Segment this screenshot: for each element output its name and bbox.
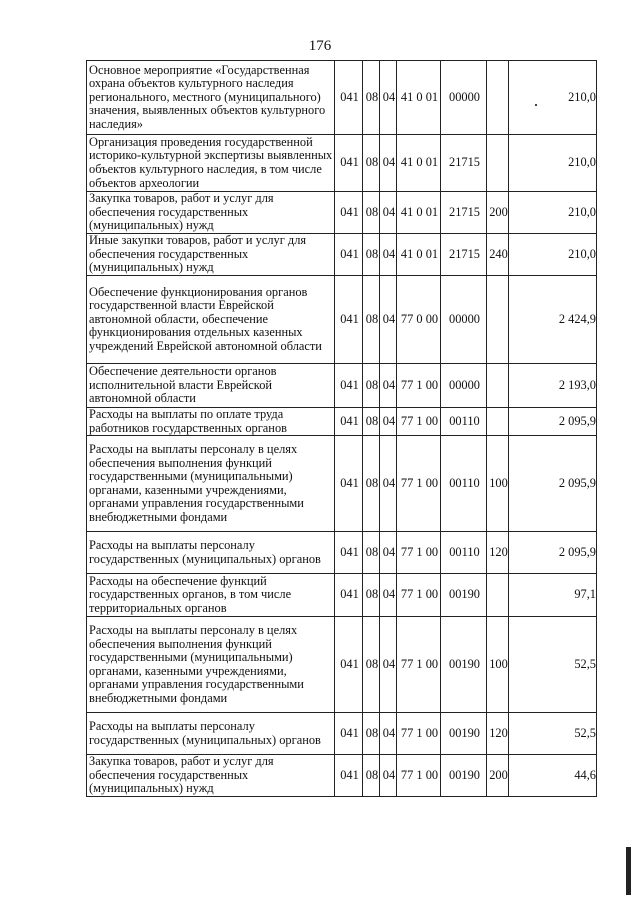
section-code: 08 xyxy=(363,276,380,364)
section-code: 08 xyxy=(363,234,380,276)
program-code: 41 0 01 xyxy=(397,234,441,276)
row-name: Обеспечение деятельности органов исполнительной власти Еврейской автономной области xyxy=(87,364,335,408)
table-row xyxy=(87,755,597,797)
row-name: Организация проведения государственной историко-культурной экспертизы выявленных объектов культурного наследия, в том числе объектов археологии xyxy=(87,135,335,192)
program-code: 77 1 00 xyxy=(397,617,441,713)
expense-type-code: 120 xyxy=(487,713,509,755)
section-code: 08 xyxy=(363,192,380,234)
subsection-code: 04 xyxy=(380,234,397,276)
admin-code: 041 xyxy=(335,617,363,713)
row-name: Расходы на выплаты персоналу государственных (муниципальных) органов xyxy=(87,532,335,574)
amount: 2 095,9 xyxy=(509,532,597,574)
table-row xyxy=(87,713,597,755)
expense-type-code xyxy=(487,61,509,135)
direction-code: 00190 xyxy=(441,617,487,713)
table-row xyxy=(87,192,597,234)
expense-type-code: 120 xyxy=(487,532,509,574)
section-code: 08 xyxy=(363,713,380,755)
subsection-code: 04 xyxy=(380,713,397,755)
direction-code: 00190 xyxy=(441,755,487,797)
subsection-code: 04 xyxy=(380,135,397,192)
program-code: 77 1 00 xyxy=(397,364,441,408)
section-code: 08 xyxy=(363,364,380,408)
admin-code: 041 xyxy=(335,234,363,276)
section-code: 08 xyxy=(363,61,380,135)
subsection-code: 04 xyxy=(380,192,397,234)
expense-type-code xyxy=(487,276,509,364)
program-code: 77 1 00 xyxy=(397,532,441,574)
program-code: 77 1 00 xyxy=(397,755,441,797)
row-name: Закупка товаров, работ и услуг для обеспечения государственных (муниципальных) нужд xyxy=(87,755,335,797)
table-row xyxy=(87,436,597,532)
section-code: 08 xyxy=(363,532,380,574)
row-name: Обеспечение функционирования органов государственной власти Еврейской автономной области, обеспечение функционирования отдельных казенных учреждений Еврейской автономной области xyxy=(87,276,335,364)
admin-code: 041 xyxy=(335,364,363,408)
expense-type-code xyxy=(487,574,509,617)
row-name: Расходы на выплаты персоналу в целях обеспечения выполнения функций государственными (муниципальными) органами, казенными учреждениями, органами управления государственными внебюджетными фондами xyxy=(87,617,335,713)
direction-code: 00000 xyxy=(441,364,487,408)
program-code: 41 0 01 xyxy=(397,61,441,135)
admin-code: 041 xyxy=(335,755,363,797)
section-code: 08 xyxy=(363,408,380,436)
admin-code: 041 xyxy=(335,408,363,436)
table-row xyxy=(87,276,597,364)
program-code: 77 1 00 xyxy=(397,436,441,532)
amount: 2 424,9 xyxy=(509,276,597,364)
scan-speck xyxy=(535,104,537,106)
direction-code: 00190 xyxy=(441,574,487,617)
table-row xyxy=(87,364,597,408)
row-name: Закупка товаров, работ и услуг для обеспечения государственных (муниципальных) нужд xyxy=(87,192,335,234)
amount: 210,0 xyxy=(509,135,597,192)
amount: 210,0 xyxy=(509,61,597,135)
subsection-code: 04 xyxy=(380,276,397,364)
admin-code: 041 xyxy=(335,61,363,135)
amount: 52,5 xyxy=(509,713,597,755)
table-row xyxy=(87,234,597,276)
amount: 2 193,0 xyxy=(509,364,597,408)
row-name: Расходы на выплаты по оплате труда работников государственных органов xyxy=(87,408,335,436)
subsection-code: 04 xyxy=(380,364,397,408)
direction-code: 21715 xyxy=(441,234,487,276)
section-code: 08 xyxy=(363,436,380,532)
program-code: 41 0 01 xyxy=(397,192,441,234)
direction-code: 00000 xyxy=(441,276,487,364)
admin-code: 041 xyxy=(335,713,363,755)
program-code: 77 1 00 xyxy=(397,408,441,436)
subsection-code: 04 xyxy=(380,436,397,532)
admin-code: 041 xyxy=(335,532,363,574)
amount: 2 095,9 xyxy=(509,436,597,532)
amount: 210,0 xyxy=(509,234,597,276)
expense-type-code xyxy=(487,135,509,192)
section-code: 08 xyxy=(363,574,380,617)
amount: 52,5 xyxy=(509,617,597,713)
subsection-code: 04 xyxy=(380,532,397,574)
row-name: Иные закупки товаров, работ и услуг для обеспечения государственных (муниципальных) нужд xyxy=(87,234,335,276)
table-row xyxy=(87,532,597,574)
expense-type-code: 200 xyxy=(487,192,509,234)
section-code: 08 xyxy=(363,755,380,797)
direction-code: 21715 xyxy=(441,135,487,192)
section-code: 08 xyxy=(363,617,380,713)
direction-code: 00110 xyxy=(441,408,487,436)
subsection-code: 04 xyxy=(380,617,397,713)
table-row xyxy=(87,574,597,617)
admin-code: 041 xyxy=(335,135,363,192)
program-code: 41 0 01 xyxy=(397,135,441,192)
expense-type-code: 200 xyxy=(487,755,509,797)
row-name: Основное мероприятие «Государственная охрана объектов культурного наследия регионального, местного (муниципального) значения, выявленных объектов культурного наследия» xyxy=(87,61,335,135)
expense-type-code: 100 xyxy=(487,617,509,713)
row-name: Расходы на обеспечение функций государственных органов, в том числе территориальных органов xyxy=(87,574,335,617)
admin-code: 041 xyxy=(335,276,363,364)
expense-type-code xyxy=(487,364,509,408)
direction-code: 00110 xyxy=(441,436,487,532)
expense-type-code: 100 xyxy=(487,436,509,532)
subsection-code: 04 xyxy=(380,408,397,436)
subsection-code: 04 xyxy=(380,755,397,797)
admin-code: 041 xyxy=(335,574,363,617)
amount: 210,0 xyxy=(509,192,597,234)
subsection-code: 04 xyxy=(380,574,397,617)
budget-table xyxy=(86,60,597,797)
admin-code: 041 xyxy=(335,192,363,234)
subsection-code: 04 xyxy=(380,61,397,135)
admin-code: 041 xyxy=(335,436,363,532)
page-number: 176 xyxy=(308,38,332,54)
scan-edge-mark xyxy=(626,847,631,895)
program-code: 77 0 00 xyxy=(397,276,441,364)
table-row xyxy=(87,61,597,135)
direction-code: 00000 xyxy=(441,61,487,135)
table-row xyxy=(87,408,597,436)
row-name: Расходы на выплаты персоналу в целях обеспечения выполнения функций государственными (муниципальными) органами, казенными учреждениями, органами управления государственными внебюджетными фондами xyxy=(87,436,335,532)
expense-type-code xyxy=(487,408,509,436)
section-code: 08 xyxy=(363,135,380,192)
amount: 2 095,9 xyxy=(509,408,597,436)
direction-code: 21715 xyxy=(441,192,487,234)
amount: 44,6 xyxy=(509,755,597,797)
program-code: 77 1 00 xyxy=(397,713,441,755)
table-row xyxy=(87,135,597,192)
direction-code: 00190 xyxy=(441,713,487,755)
table-row xyxy=(87,617,597,713)
row-name: Расходы на выплаты персоналу государственных (муниципальных) органов xyxy=(87,713,335,755)
direction-code: 00110 xyxy=(441,532,487,574)
amount: 97,1 xyxy=(509,574,597,617)
program-code: 77 1 00 xyxy=(397,574,441,617)
expense-type-code: 240 xyxy=(487,234,509,276)
